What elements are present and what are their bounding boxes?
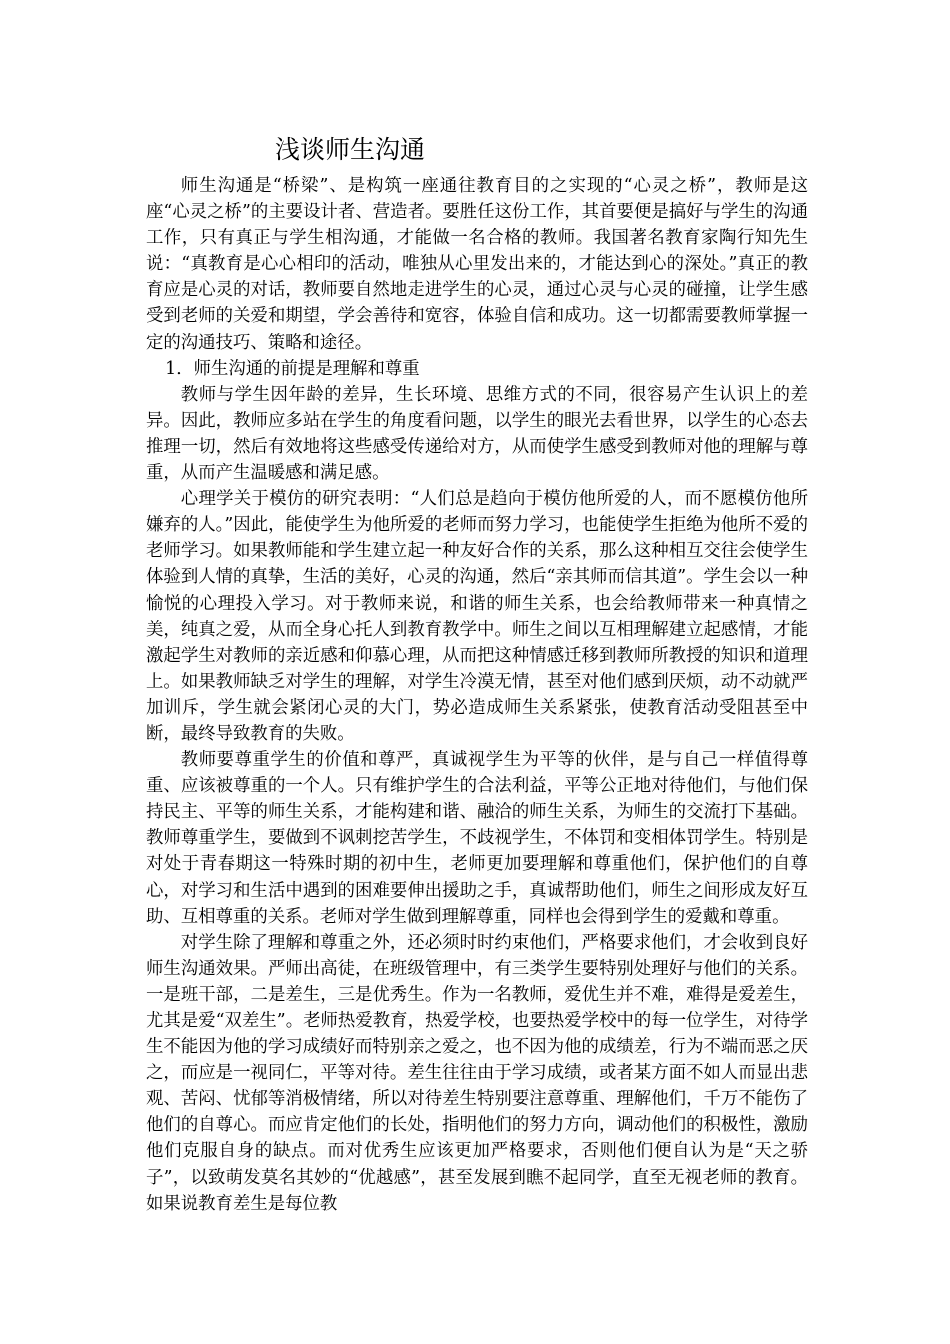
section-heading-1: 1．师生沟通的前提是理解和尊重: [165, 358, 420, 379]
paragraph-respect: 教师要尊重学生的价值和尊严，真诚视学生为平等的伙伴，是与自己一样值得尊重、应该被尊重的一个人。只有维护学生的合法利益，平等公正地对待他们，与他们保持民主、平等的师生关系，才能构建和谐、融洽的师生关系，为师生的交流打下基础。教师尊重学生，要做到不讽刺挖苦学生，不歧视学生，不体罚和变相体罚学生。特别是对处于青春期这一特殊时期的初中生，老师更加要理解和尊重他们，保护他们的自尊心，对学习和生活中遇到的困难要伸出援助之手，真诚帮助他们，师生之间形成友好互助、互相尊重的关系。老师对学生做到理解尊重，同样也会得到学生的爱戴和尊重。: [146, 750, 808, 927]
paragraph-strict-requirements: 对学生除了理解和尊重之外，还必须时时约束他们，严格要求他们，才会收到良好师生沟通效果。严师出高徒，在班级管理中，有三类学生要特别处理好与他们的关系。一是班干部，二是差生，三是优秀生。作为一名教师，爱优生并不难，难得是爱差生，尤其是爱“双差生”。老师热爱教育，热爱学校，也要热爱学校中的每一位学生，对待学生不能因为他的学习成绩好而特别亲之爱之，也不因为他的成绩差，行为不端而恶之厌之，而应是一视同仁，平等对待。差生往往由于学习成绩，或者某方面不如人而显出悲观、苦闷、忧郁等消极情绪，所以对待差生特别要注意尊重、理解他们，千万不能伤了他们的自尊心。而应肯定他们的长处，指明他们的努力方向，调动他们的积极性，激励他们克服自身的缺点。而对优秀生应该更加严格要求，否则他们便自认为是“天之骄子”，以致萌发莫名其妙的“优越感”，甚至发展到瞧不起同学，直至无视老师的教育。如果说教育差生是每位教: [146, 932, 808, 1214]
paragraph-intro: 师生沟通是“桥梁”、是构筑一座通往教育目的之实现的“心灵之桥”，教师是这座“心灵之桥”的主要设计者、营造者。要胜任这份工作，其首要便是搞好与学生的沟通工作，只有真正与学生相沟通，才能做一名合格的教师。我国著名教育家陶行知先生说：“真教育是心心相印的活动，唯独从心里发出来的，才能达到心的深处。”真正的教育应是心灵的对话，教师要自然地走进学生的心灵，通过心灵与心灵的碰撞，让学生感受到老师的关爱和期望，学会善待和宽容，体验自信和成功。这一切都需要教师掌握一定的沟通技巧、策略和途径。: [146, 176, 808, 353]
document-body: [146, 173, 808, 1217]
document-title: 浅谈师生沟通: [275, 135, 426, 164]
paragraph-imitation: 心理学关于模仿的研究表明：“人们总是趋向于模仿他所爱的人，而不愿模仿他所嫌弃的人。”因此，能使学生为他所爱的老师而努力学习，也能使学生拒绝为他所不爱的老师学习。如果教师能和学生建立起一种友好合作的关系，那么这种相互交往会使学生体验到人情的真挚，生活的美好，心灵的沟通，然后“亲其师而信其道”。学生会以一种愉悦的心理投入学习。对于教师来说，和谐的师生关系，也会给教师带来一种真情之美，纯真之爱，从而全身心托人到教育教学中。师生之间以互相理解建立起感情，才能激起学生对教师的亲近感和仰慕心理，从而把这种情感迁移到教师所教授的知识和道理上。如果教师缺乏对学生的理解，对学生冷漠无情，甚至对他们感到厌烦，动不动就严加训斥，学生就会紧闭心灵的大门，势必造成师生关系紧张，使教育活动受阻甚至中断，最终导致教育的失败。: [146, 489, 808, 744]
paragraph-understanding: 教师与学生因年龄的差异，生长环境、思维方式的不同，很容易产生认识上的差异。因此，教师应多站在学生的角度看问题，以学生的眼光去看世界，以学生的心态去推理一切，然后有效地将这些感受传递给对方，从而使学生感受到教师对他的理解与尊重，从而产生温暖感和满足感。: [146, 384, 808, 484]
